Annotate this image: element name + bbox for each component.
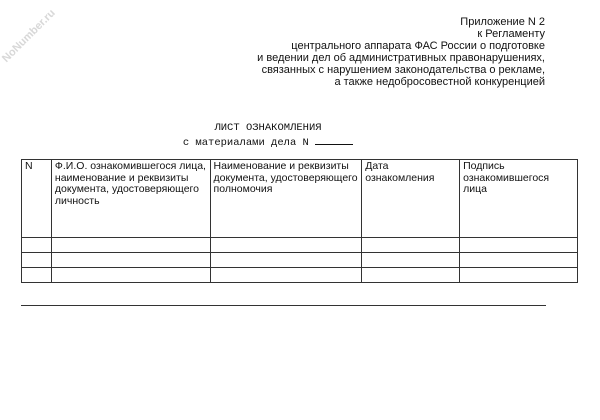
table-row	[22, 238, 578, 253]
table-cell	[22, 268, 52, 283]
header-cell-name: Ф.И.О. ознакомившегося лица, наименование и реквизиты документа, удостоверяющего личность	[51, 160, 210, 238]
table-cell	[51, 238, 210, 253]
table-cell	[210, 253, 362, 268]
table-row	[22, 253, 578, 268]
table-cell	[362, 253, 460, 268]
table-cell	[22, 253, 52, 268]
header-cell-number: N	[22, 160, 52, 238]
header-cell-date: Дата ознакомления	[362, 160, 460, 238]
header-line: а также недобросовестной конкуренцией	[334, 76, 545, 88]
header-line: центрального аппарата ФАС России о подготовке	[291, 40, 545, 52]
table-cell	[51, 268, 210, 283]
document-title	[0, 122, 536, 150]
table-row	[22, 268, 578, 283]
case-number-blank	[315, 135, 353, 145]
table-cell	[362, 238, 460, 253]
appendix-header	[257, 16, 545, 88]
watermark: NoNumber.ru	[0, 7, 58, 65]
header-line: Приложение N 2	[460, 16, 545, 28]
table-cell	[460, 253, 578, 268]
header-cell-authority-document: Наименование и реквизиты документа, удостоверяющего полномочия	[210, 160, 362, 238]
header-line: к Регламенту	[477, 28, 545, 40]
table-cell	[210, 238, 362, 253]
header-line: и ведении дел об административных правонарушениях,	[257, 52, 545, 64]
table-cell	[362, 268, 460, 283]
table-cell	[460, 238, 578, 253]
acknowledgement-table	[21, 159, 578, 283]
table-cell	[210, 268, 362, 283]
table-cell	[51, 253, 210, 268]
header-line: связанных с нарушением законодательства о рекламе,	[261, 64, 545, 76]
table-cell	[460, 268, 578, 283]
title-line2: с материалами дела N	[182, 137, 309, 149]
title-line1: ЛИСТ ОЗНАКОМЛЕНИЯ	[214, 122, 322, 134]
table-cell	[22, 238, 52, 253]
separator-line	[21, 305, 546, 306]
header-cell-signature: Подпись ознакомившегося лица	[460, 160, 578, 238]
